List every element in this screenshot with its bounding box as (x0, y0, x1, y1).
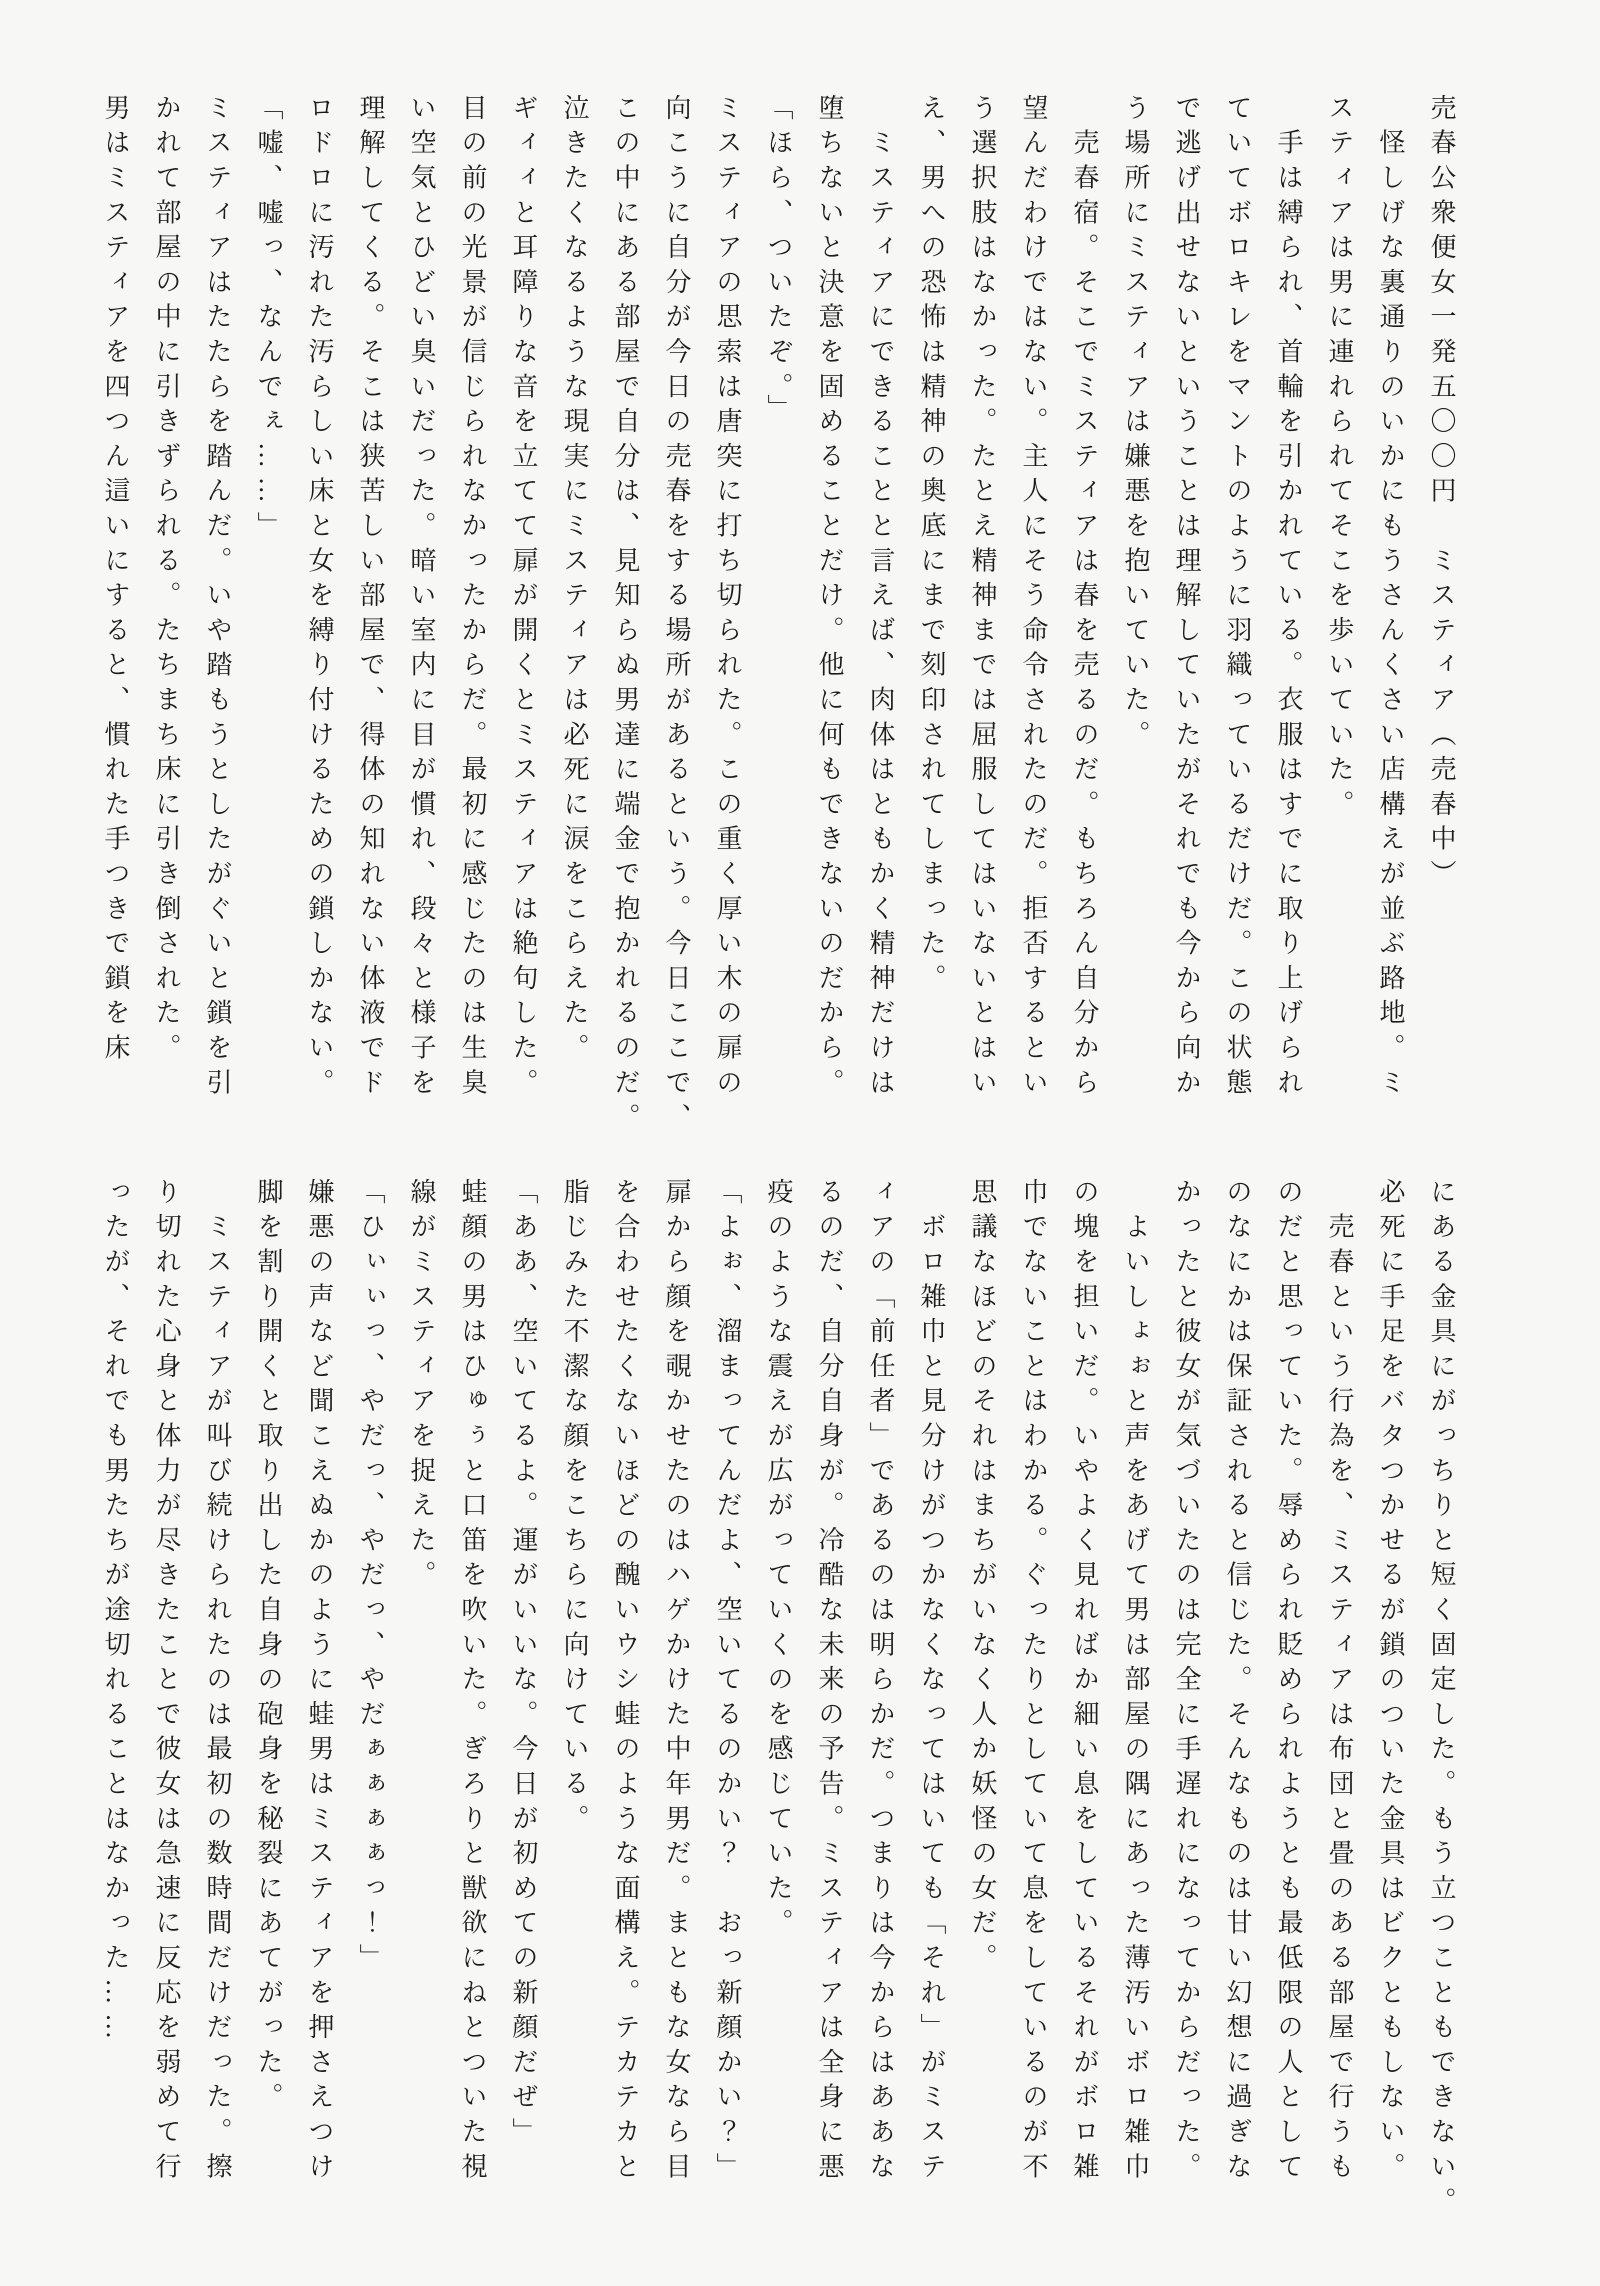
text-column: 「ほら、ついたぞ。」 (764, 94, 793, 429)
text-column: 脂じみた不潔な顔をこちらに向けている。 (560, 1178, 589, 1840)
page-title: 売春公衆便女一発五〇〇円 ミスティア（売春中） (1427, 94, 1456, 895)
text-column: 「嘘、嘘っ、なんでぇ……」 (254, 94, 283, 547)
text-column: ミスティアはたたらを踏んだ。いや踏もうとしたがぐいと鎖を引 (203, 94, 232, 1104)
text-column: ミスティアが叫び続けられたのは最初の数時間だけだった。擦 (203, 1178, 232, 2188)
text-column: 泣きたくなるような現実にミスティアは必死に涙をこらえた。 (560, 94, 589, 1069)
text-column: う選択肢はなかった。たとえ精神までは屈服してはいないとはい (968, 94, 997, 1104)
text-column: い空気とひどい臭いだった。暗い室内に目が慣れ、段々と様子を (407, 94, 436, 1104)
top-text-block (90, 94, 1467, 1138)
text-column: り切れた心身と体力が尽きたことで彼女は急速に反応を弱めて行 (152, 1178, 181, 2188)
text-column: スティアは男に連れられてそこを歩いていた。 (1325, 94, 1354, 825)
text-column: 望んだわけではない。主人にそう命令されたのだ。拒否するとい (1019, 94, 1048, 1104)
text-column: 「ああ、空いてるよ。運がいいな。今日が初めての新顔だぜ」 (509, 1178, 538, 2153)
text-column: 蛙顔の男はひゅぅと口笛を吹いた。ぎろりと獣欲にねとついた視 (458, 1178, 487, 2188)
text-column: ギィィと耳障りな音を立てて扉が開くとミスティアは絶句した。 (509, 94, 538, 1104)
text-column: ボロ雑巾と見分けがつかなくなってはいても「それ」がミステ (917, 1178, 946, 2188)
text-column: 脚を割り開くと取り出した自身の砲身を秘裂にあてがった。 (254, 1178, 283, 2118)
text-column: 売春という行為を、ミスティアは布団と畳のある部屋で行うも (1325, 1178, 1354, 2188)
text-column: え、男への恐怖は精神の奥底にまで刻印されてしまった。 (917, 94, 946, 999)
text-column: 嫌悪の声など聞こえぬかのように蛙男はミスティアを押さえつけ (305, 1178, 334, 2188)
text-column: かれて部屋の中に引きずられる。たちまち床に引き倒された。 (152, 94, 181, 1069)
text-column: の塊を担いだ。いやよく見ればか細い息をしているそれがボロ雑 (1070, 1178, 1099, 2188)
text-column: 男はミスティアを四つん這いにすると、慣れた手つきで鎖を床 (101, 94, 130, 1069)
text-column: ィアの「前任者」であるのは明らかだ。つまりは今からはああな (866, 1178, 895, 2188)
text-column: ロドロに汚れた汚らしい床と女を縛り付けるための鎖しかない。 (305, 94, 334, 1104)
text-column: 向こうに自分が今日の売春をする場所があるという。今日ここで、 (662, 94, 691, 1138)
text-column: 怪しげな裏通りのいかにもうさんくさい店構えが並ぶ路地。ミ (1376, 94, 1405, 1104)
text-column: 手は縛られ、首輪を引かれている。衣服はすでに取り上げられ (1274, 94, 1303, 1104)
text-column: 巾でないことはわかる。ぐったりとしていて息をしているのが不 (1019, 1178, 1048, 2188)
text-column: で逃げ出せないということは理解していたがそれでも今から向か (1172, 94, 1201, 1104)
text-column: 思議なほどのそれはまちがいなく人か妖怪の女だ。 (968, 1178, 997, 1979)
text-column: よいしょぉと声をあげて男は部屋の隅にあった薄汚いボロ雑巾 (1121, 1178, 1150, 2188)
text-column: 理解してくる。そこは狭苦しい部屋で、得体の知れない体液でド (356, 94, 385, 1104)
text-column: う場所にミスティアは嫌悪を抱いていた。 (1121, 94, 1150, 756)
text-column: ミスティアの思索は唐突に打ち切られた。この重く厚い木の扉の (713, 94, 742, 1104)
text-column: 線がミスティアを捉えた。 (407, 1178, 436, 1596)
text-column: のなにかは保証されると信じた。そんなものは甘い幻想に過ぎな (1223, 1178, 1252, 2188)
text-column: るのだ、自分自身が。冷酷な未来の予告。ミスティアは全身に悪 (815, 1178, 844, 2188)
text-column: にある金具にがっちりと短く固定した。もう立つこともできない。 (1427, 1178, 1456, 2222)
text-column: 「ひぃぃっ、やだっ、やだっ、やだぁぁぁぁっ！」 (356, 1178, 385, 1979)
text-column: 売春宿。そこでミスティアは春を売るのだ。もちろん自分から (1070, 94, 1099, 1104)
text-column: 「よぉ、溜まってんだよ、空いてるのかい？ おっ新顔かい？」 (713, 1178, 742, 2188)
text-column: 目の前の光景が信じられなかったからだ。最初に感じたのは生臭 (458, 94, 487, 1104)
text-column: ったが、それでも男たちが途切れることはなかった…… (101, 1178, 130, 2048)
text-column: 堕ちないと決意を固めることだけ。他に何もできないのだから。 (815, 94, 844, 1104)
text-column: 疫のような震えが広がっていくのを感じていた。 (764, 1178, 793, 1944)
text-column: ミスティアにできることと言えば、肉体はともかく精神だけは (866, 94, 895, 1104)
bottom-text-block (90, 1178, 1467, 2222)
text-column: のだと思っていた。辱められ貶められようとも最低限の人として (1274, 1178, 1303, 2188)
text-column: ていてボロキレをマントのように羽織っているだけだ。この状態 (1223, 94, 1252, 1104)
text-column: 必死に手足をバタつかせるが鎖のついた金具はビクともしない。 (1376, 1178, 1405, 2188)
text-column: を合わせたくないほどの醜いウシ蛙のような面構え。テカテカと (611, 1178, 640, 2188)
text-column: かったと彼女が気づいたのは完全に手遅れになってからだった。 (1172, 1178, 1201, 2188)
text-column: この中にある部屋で自分は、見知らぬ男達に端金で抱かれるのだ。 (611, 94, 640, 1138)
text-column: 扉から顔を覗かせたのはハゲかけた中年男だ。まともな女なら目 (662, 1178, 691, 2188)
